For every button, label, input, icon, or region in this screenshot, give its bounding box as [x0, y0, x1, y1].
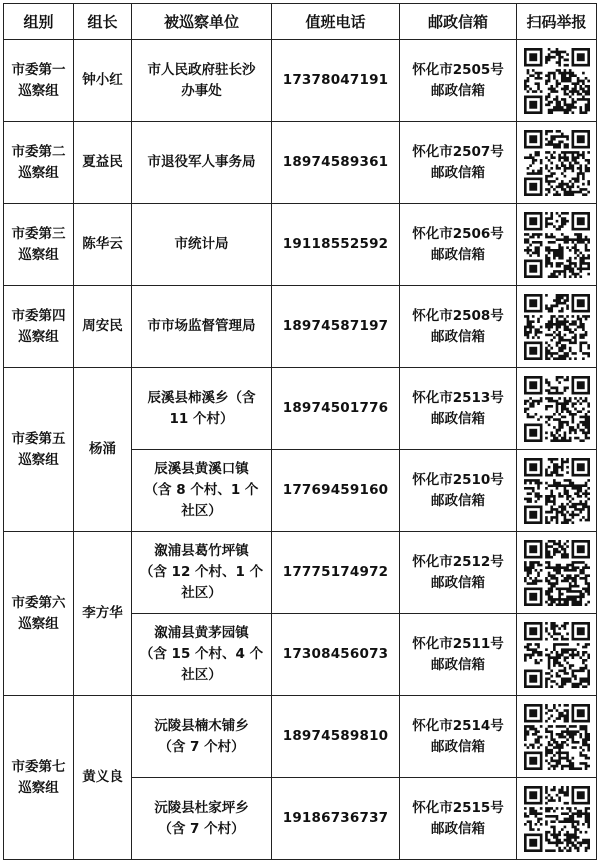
- unit-line: 沅陵县杜家坪乡: [154, 799, 249, 816]
- unit-line: （含 12 个村、1 个: [139, 564, 264, 581]
- unit-line: 市退役军人事务局: [147, 154, 256, 171]
- unit-line: 市人民政府驻长沙: [147, 61, 256, 78]
- group-cell: [4, 368, 74, 532]
- table-row: [4, 40, 597, 122]
- phone-cell: 18974587197: [272, 286, 400, 368]
- qr-code-icon: [524, 294, 590, 360]
- qr-cell[interactable]: [517, 286, 597, 368]
- phone-cell: 18974589810: [272, 696, 400, 778]
- leader-cell: 陈华云: [74, 204, 132, 286]
- qr-code-icon: [524, 704, 590, 770]
- unit-line: 办事处: [181, 82, 222, 99]
- mailbox-cell: [400, 450, 517, 532]
- unit-cell: [132, 40, 272, 122]
- header-unit: 被巡察单位: [132, 4, 272, 40]
- unit-cell: [132, 614, 272, 696]
- group-line: 巡察组: [18, 615, 59, 632]
- mailbox-line: 邮政信箱: [431, 820, 485, 837]
- unit-line: 社区）: [181, 666, 222, 683]
- mailbox-line: 邮政信箱: [431, 164, 485, 181]
- unit-line: 社区）: [181, 502, 222, 519]
- table-row: [4, 204, 597, 286]
- group-line: 巡察组: [18, 328, 59, 345]
- mailbox-line: 邮政信箱: [431, 738, 485, 755]
- qr-code-icon: [524, 212, 590, 278]
- header-phone: 值班电话: [272, 4, 400, 40]
- qr-cell[interactable]: [517, 40, 597, 122]
- mailbox-cell: [400, 778, 517, 860]
- mailbox-cell: [400, 368, 517, 450]
- qr-cell[interactable]: [517, 368, 597, 450]
- group-line: 巡察组: [18, 451, 59, 468]
- leader-cell: 黄义良: [74, 696, 132, 860]
- unit-line: 辰溪县柿溪乡（含: [147, 389, 256, 406]
- group-cell: [4, 286, 74, 368]
- mailbox-line: 怀化市2511号: [412, 635, 504, 652]
- inspection-table: [3, 3, 597, 860]
- group-line: 市委第二: [11, 143, 66, 160]
- phone-cell: 18974589361: [272, 122, 400, 204]
- unit-line: （含 8 个村、1 个: [144, 482, 259, 499]
- group-line: 市委第五: [11, 430, 66, 447]
- qr-code-icon: [524, 540, 590, 606]
- group-line: 市委第三: [11, 225, 66, 242]
- header-leader: 组长: [74, 4, 132, 40]
- unit-line: （含 7 个村）: [158, 820, 245, 837]
- leader-cell: 杨涌: [74, 368, 132, 532]
- phone-cell: 17769459160: [272, 450, 400, 532]
- table-row: [4, 696, 597, 778]
- group-cell: [4, 204, 74, 286]
- table-row: [4, 532, 597, 614]
- mailbox-line: 怀化市2507号: [412, 143, 504, 160]
- header-group: 组别: [4, 4, 74, 40]
- group-cell: [4, 696, 74, 860]
- phone-cell: 17775174972: [272, 532, 400, 614]
- phone-cell: 17308456073: [272, 614, 400, 696]
- mailbox-cell: [400, 614, 517, 696]
- qr-cell[interactable]: [517, 450, 597, 532]
- group-cell: [4, 532, 74, 696]
- leader-cell: 夏益民: [74, 122, 132, 204]
- unit-cell: [132, 368, 272, 450]
- leader-cell: 李方华: [74, 532, 132, 696]
- unit-cell: [132, 450, 272, 532]
- qr-cell[interactable]: [517, 122, 597, 204]
- phone-cell: 19118552592: [272, 204, 400, 286]
- unit-line: 辰溪县黄溪口镇: [154, 461, 249, 478]
- mailbox-cell: [400, 696, 517, 778]
- mailbox-line: 怀化市2510号: [412, 471, 504, 488]
- group-line: 巡察组: [18, 82, 59, 99]
- group-cell: [4, 40, 74, 122]
- header-row: [4, 4, 597, 40]
- qr-cell[interactable]: [517, 532, 597, 614]
- mailbox-line: 怀化市2512号: [412, 553, 504, 570]
- qr-code-icon: [524, 786, 590, 852]
- unit-cell: [132, 122, 272, 204]
- mailbox-line: 邮政信箱: [431, 82, 485, 99]
- group-line: 巡察组: [18, 164, 59, 181]
- group-line: 市委第七: [11, 758, 66, 775]
- qr-code-icon: [524, 376, 590, 442]
- unit-line: （含 15 个村、4 个: [139, 646, 264, 663]
- qr-cell[interactable]: [517, 778, 597, 860]
- qr-code-icon: [524, 458, 590, 524]
- unit-cell: [132, 532, 272, 614]
- mailbox-line: 邮政信箱: [431, 656, 485, 673]
- mailbox-cell: [400, 532, 517, 614]
- mailbox-line: 邮政信箱: [431, 574, 485, 591]
- qr-cell[interactable]: [517, 204, 597, 286]
- mailbox-line: 怀化市2508号: [412, 307, 504, 324]
- mailbox-line: 邮政信箱: [431, 328, 485, 345]
- mailbox-line: 怀化市2506号: [412, 225, 504, 242]
- unit-line: （含 7 个村）: [158, 738, 245, 755]
- qr-cell[interactable]: [517, 614, 597, 696]
- mailbox-line: 怀化市2513号: [412, 389, 504, 406]
- table-row: [4, 122, 597, 204]
- group-cell: [4, 122, 74, 204]
- qr-code-icon: [524, 622, 590, 688]
- table-row: [4, 286, 597, 368]
- mailbox-line: 怀化市2515号: [412, 799, 504, 816]
- qr-code-icon: [524, 48, 590, 114]
- mailbox-cell: [400, 204, 517, 286]
- unit-line: 溆浦县黄茅园镇: [154, 625, 249, 642]
- header-mailbox: 邮政信箱: [400, 4, 517, 40]
- mailbox-cell: [400, 286, 517, 368]
- mailbox-line: 怀化市2514号: [412, 717, 504, 734]
- phone-cell: 17378047191: [272, 40, 400, 122]
- group-line: 巡察组: [18, 246, 59, 263]
- unit-cell: [132, 204, 272, 286]
- phone-cell: 18974501776: [272, 368, 400, 450]
- unit-line: 溆浦县葛竹坪镇: [154, 543, 249, 560]
- unit-line: 11 个村）: [169, 410, 234, 427]
- group-line: 市委第六: [11, 594, 66, 611]
- group-line: 市委第一: [11, 61, 66, 78]
- mailbox-cell: [400, 40, 517, 122]
- leader-cell: 钟小红: [74, 40, 132, 122]
- unit-cell: [132, 696, 272, 778]
- group-line: 市委第四: [11, 307, 66, 324]
- mailbox-line: 邮政信箱: [431, 492, 485, 509]
- mailbox-line: 怀化市2505号: [412, 61, 504, 78]
- mailbox-line: 邮政信箱: [431, 410, 485, 427]
- unit-cell: [132, 286, 272, 368]
- qr-code-icon: [524, 130, 590, 196]
- unit-line: 社区）: [181, 584, 222, 601]
- header-qr: 扫码举报: [517, 4, 597, 40]
- group-line: 巡察组: [18, 779, 59, 796]
- phone-cell: 19186736737: [272, 778, 400, 860]
- table-row: [4, 368, 597, 450]
- leader-cell: 周安民: [74, 286, 132, 368]
- unit-line: 市统计局: [174, 236, 229, 253]
- mailbox-cell: [400, 122, 517, 204]
- unit-line: 沅陵县楠木铺乡: [154, 717, 249, 734]
- unit-line: 市市场监督管理局: [147, 318, 256, 335]
- unit-cell: [132, 778, 272, 860]
- qr-cell[interactable]: [517, 696, 597, 778]
- mailbox-line: 邮政信箱: [431, 246, 485, 263]
